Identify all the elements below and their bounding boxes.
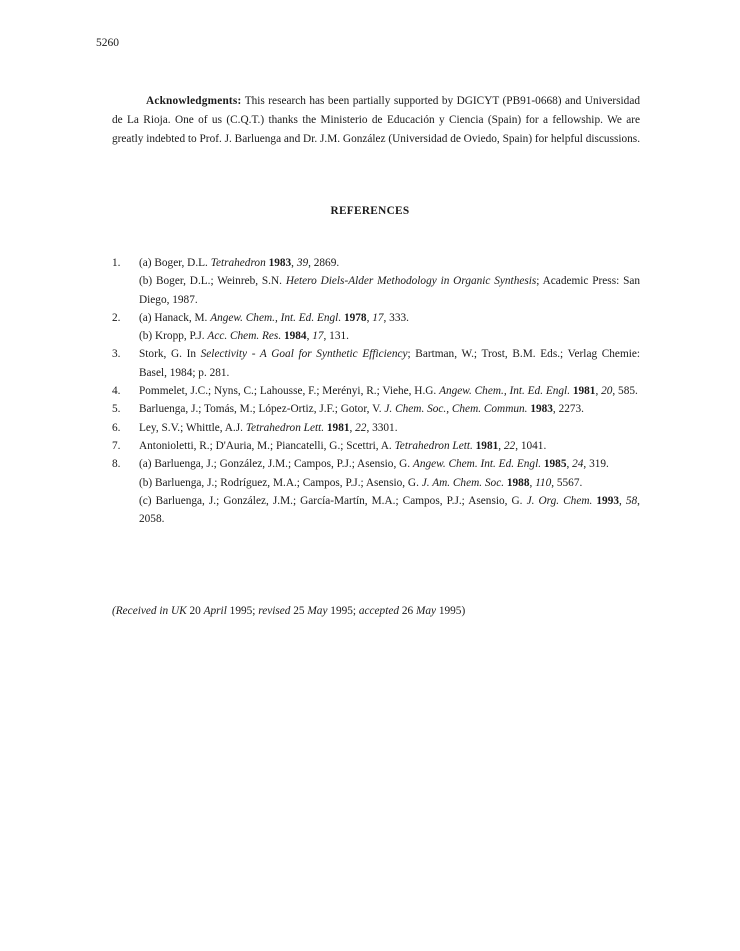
reference-part <box>139 382 640 400</box>
text-run: , 131. <box>323 330 349 343</box>
reference-part <box>139 492 640 529</box>
acknowledgments-heading: Acknowledgments: <box>146 95 242 107</box>
text-run: , 3301. <box>366 421 398 434</box>
text-run: Antonioletti, R.; D'Auria, M.; Piancatelli, G.; Scettri, A. <box>139 439 395 452</box>
reference-body <box>139 419 640 437</box>
reference-item <box>112 419 640 437</box>
reference-number: 2. <box>112 311 121 324</box>
italic-text: Selectivity - A Goal for Synthetic Efficiency <box>200 348 408 361</box>
reference-number: 1. <box>112 257 121 269</box>
italic-text: Tetrahedron <box>210 257 266 269</box>
text-run: , <box>618 494 626 507</box>
reference-number: 6. <box>112 421 121 434</box>
reference-body <box>139 400 640 418</box>
text-run: 1995) <box>436 605 466 617</box>
references-list <box>112 254 640 528</box>
reference-number: 4. <box>112 385 121 398</box>
text-run: , 319. <box>583 458 609 471</box>
italic-text: Acc. Chem. Res. <box>207 330 282 343</box>
italic-text: J. Org. Chem. <box>526 494 593 507</box>
reference-item <box>112 309 640 346</box>
bold-text: 1988 <box>506 476 530 489</box>
reference-part <box>139 272 640 309</box>
bold-text: 1983 <box>530 403 553 416</box>
text-run: (a) Barluenga, J.; González, J.M.; Campos, P.J.; Asensio, G. <box>139 458 413 471</box>
reference-body <box>139 309 640 346</box>
italic-text: revised <box>258 605 291 617</box>
italic-text: 20 <box>601 385 613 398</box>
received-line <box>112 605 465 617</box>
page-number: 5260 <box>96 37 119 49</box>
text-run: , 5567. <box>551 476 583 489</box>
text-run: 1995; <box>327 605 359 617</box>
italic-text: Tetrahedron Lett. <box>245 421 325 434</box>
reference-number: 5. <box>112 403 121 416</box>
italic-text: 22 <box>355 421 367 434</box>
bold-text: 1993 <box>596 494 619 507</box>
reference-item <box>112 437 640 455</box>
bold-text: 1981 <box>572 385 596 398</box>
italic-text: 24 <box>572 458 584 471</box>
reference-body <box>139 345 640 382</box>
italic-text: May <box>307 605 328 617</box>
text-run: Barluenga, J.; Tomás, M.; López-Ortiz, J.F.; Gotor, V. <box>139 403 385 416</box>
italic-text: J. Chem. Soc., Chem. Commun. <box>384 403 528 416</box>
reference-body <box>139 437 640 455</box>
text-run: ; Bartman, W.; Trost, B.M. Eds.; Verlag Chemie: Basel, 1984; p. 281. <box>139 348 641 379</box>
italic-text: 39 <box>296 257 309 269</box>
references-heading: REFERENCES <box>330 205 410 217</box>
reference-item <box>112 382 640 400</box>
text-run: (b) Barluenga, J.; Rodríguez, M.A.; Campos, P.J.; Asensio, G. <box>139 476 422 489</box>
reference-number: 7. <box>112 439 121 452</box>
text-run: , 2273. <box>552 403 584 416</box>
italic-text: Tetrahedron Lett. <box>394 439 473 452</box>
text-run: 20 <box>186 605 204 617</box>
reference-part <box>139 400 640 418</box>
reference-part <box>139 419 640 437</box>
text-run: (a) Boger, D.L. <box>139 257 211 269</box>
reference-part <box>139 437 640 455</box>
text-run: , <box>306 330 313 343</box>
reference-part <box>139 345 640 382</box>
italic-text: accepted <box>358 605 399 617</box>
text-run: , <box>498 439 504 452</box>
text-run: , 2869. <box>308 257 340 269</box>
reference-body <box>139 382 640 400</box>
reference-item <box>112 455 640 528</box>
reference-item <box>112 400 640 418</box>
text-run: (b) Boger, D.L.; Weinreb, S.N. <box>139 275 286 288</box>
text-run: (c) Barluenga, J.; González, J.M.; García-Martín, M.A.; Campos, P.J.; Asensio, G. <box>139 494 527 507</box>
bold-text: 1985 <box>543 458 567 471</box>
italic-text: Hetero Diels-Alder Methodology in Organic Synthesis <box>285 275 537 288</box>
reference-part <box>139 309 640 327</box>
italic-text: J. Am. Chem. Soc. <box>421 476 505 489</box>
text-run: Pommelet, J.C.; Nyns, C.; Lahousse, F.; Merényi, R.; Viehe, H.G. <box>139 385 440 398</box>
italic-text: 17 <box>372 311 384 324</box>
italic-text: 22 <box>503 439 516 452</box>
reference-part <box>139 254 640 272</box>
reference-part <box>139 455 640 473</box>
italic-text: Angew. Chem. Int. Ed. Engl. <box>412 458 542 471</box>
text-run: (a) Hanack, M. <box>139 311 211 324</box>
italic-text: Angew. Chem., Int. Ed. Engl. <box>210 311 342 324</box>
bold-text: 1981 <box>326 421 350 434</box>
text-run: , 333. <box>383 311 409 324</box>
text-run: , <box>291 257 297 269</box>
text-run: , <box>566 458 573 471</box>
italic-text: April <box>203 605 227 617</box>
italic-text: 110 <box>535 476 552 489</box>
bold-text: 1978 <box>343 311 367 324</box>
bold-text: 1983 <box>268 257 292 269</box>
reference-part <box>139 474 640 492</box>
text-run: (b) Kropp, P.J. <box>139 330 208 343</box>
text-run: , 2058. <box>139 494 640 526</box>
reference-body <box>139 254 640 309</box>
text-run: Ley, S.V.; Whittle, A.J. <box>139 421 246 434</box>
reference-item <box>112 345 640 382</box>
text-run: , <box>349 421 356 434</box>
italic-text: Angew. Chem., Int. Ed. Engl. <box>439 385 571 398</box>
reference-body <box>139 455 640 528</box>
italic-text: 17 <box>312 330 324 343</box>
text-run: 26 <box>399 605 416 617</box>
text-run: , <box>366 311 373 324</box>
text-run: , 585. <box>612 385 638 398</box>
acknowledgments-text: This research has been partially supported by DGICYT (PB91-0668) and Universidad de La Rioja. One of us (C.Q.T.) thanks the Ministerio de Educación y Ciencia (Spain) for a fellowship. We are greatly indebted to Prof. J. Barluenga and Dr. J.M. González (Universidad de Oviedo, Spain) for helpful discussions. <box>112 95 641 145</box>
text-run: , 1041. <box>515 439 547 452</box>
acknowledgments-paragraph <box>112 92 640 149</box>
text-run: Stork, G. In <box>139 348 201 361</box>
italic-text: (Received in UK <box>112 605 187 617</box>
reference-part <box>139 327 640 345</box>
reference-number: 8. <box>112 458 121 471</box>
text-run: 25 <box>290 605 308 617</box>
reference-number: 3. <box>112 348 121 361</box>
text-run: , <box>529 476 536 489</box>
italic-text: May <box>415 605 437 617</box>
italic-text: 58 <box>625 494 638 507</box>
bold-text: 1981 <box>475 439 499 452</box>
text-run: ; Academic Press: San Diego, 1987. <box>139 275 641 306</box>
bold-text: 1984 <box>283 330 307 343</box>
text-run: 1995; <box>226 605 259 617</box>
reference-item <box>112 254 640 309</box>
text-run: , <box>595 385 602 398</box>
